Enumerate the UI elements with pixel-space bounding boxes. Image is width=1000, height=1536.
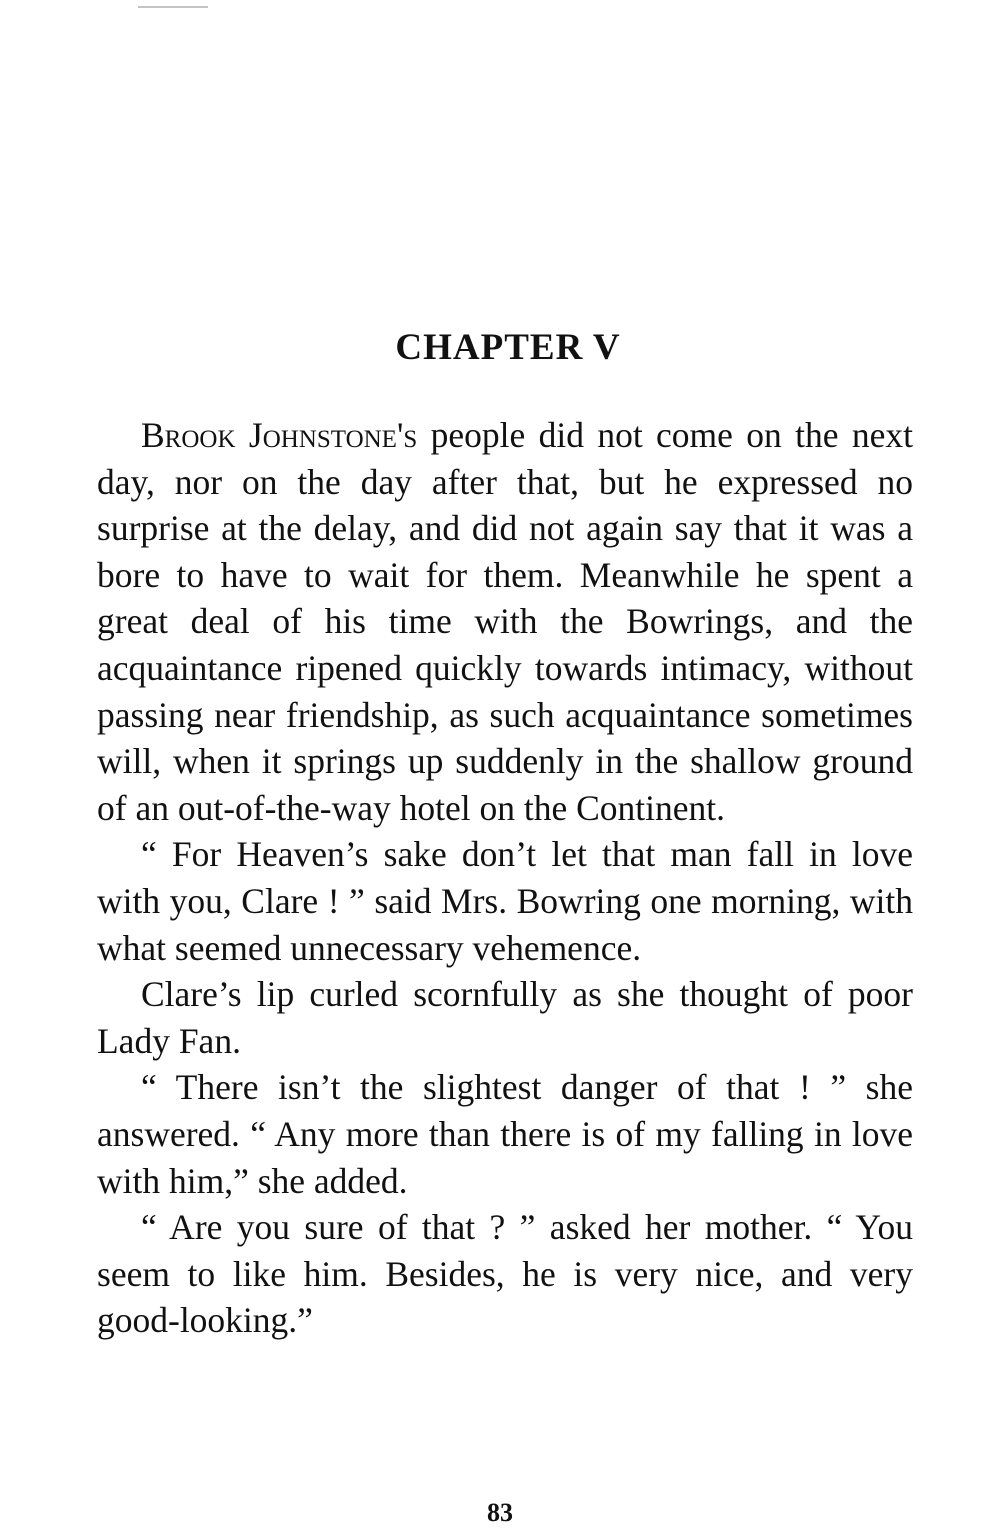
paragraph-4: “ There isn’t the slightest danger of that ! ” she answered. “ Any more than there is of my falling in love with him,” she added. bbox=[97, 1067, 913, 1201]
paragraph-1 bbox=[97, 412, 913, 831]
page-number: 83 bbox=[487, 1498, 513, 1527]
opening-small-caps: Brook Johnstone's bbox=[141, 415, 418, 455]
chapter-heading: CHAPTER V bbox=[395, 327, 621, 368]
paragraph-1-text: people did not come on the next day, nor on the day after that, but he expressed no surprise at the delay, and did not again say that it was a bore to have to wait for them. Meanwhile he spent a great deal of his time with the Bowrings, and the acquaintance ripened quickly towards intimacy, without passing near friendship, as such acquaintance sometimes will, when it springs up suddenly in the shallow ground of an out-of-the-way hotel on the Continent. bbox=[97, 415, 913, 828]
body-text bbox=[97, 412, 913, 1344]
paragraph-2: “ For Heaven’s sake don’t let that man fall in love with you, Clare ! ” said Mrs. Bowring one morning, with what seemed unnecessary vehemence. bbox=[97, 834, 913, 968]
paragraph-5: “ Are you sure of that ? ” asked her mother. “ You seem to like him. Besides, he is very nice, and very good-looking.” bbox=[97, 1207, 913, 1341]
scan-mark bbox=[138, 6, 208, 11]
paragraph-3: Clare’s lip curled scornfully as she thought of poor Lady Fan. bbox=[97, 974, 913, 1061]
